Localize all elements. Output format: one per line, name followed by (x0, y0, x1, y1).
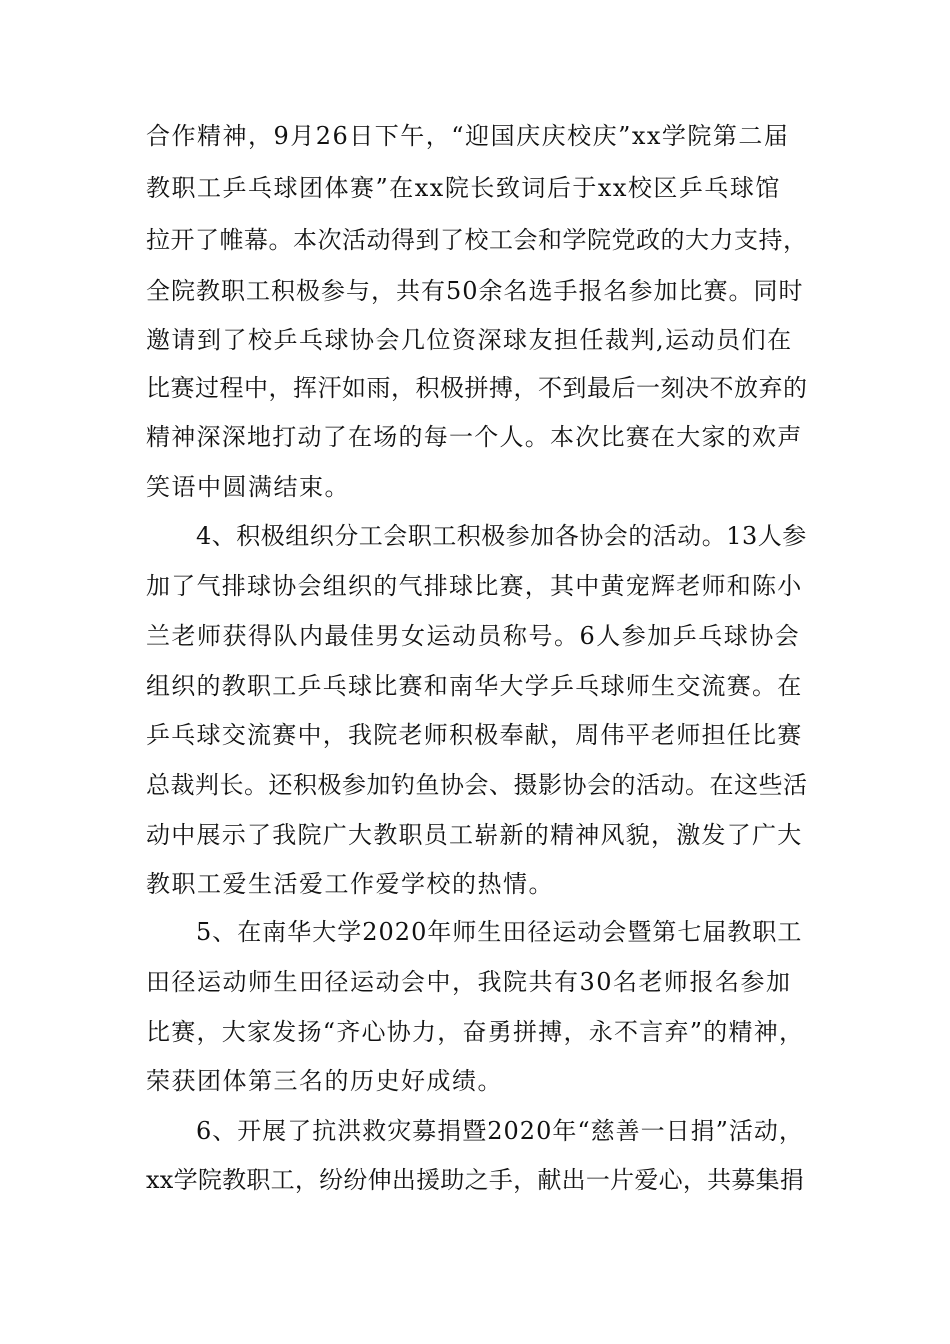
body-text-line: xx学院教职工，纷纷伸出援助之手，献出一片爱心，共募集捐 (146, 1166, 805, 1194)
body-text-line: 组织的教职工乒乓球比赛和南华大学乒乓球师生交流赛。在 (146, 672, 803, 700)
body-text-line: 拉开了帷幕。本次活动得到了校工会和学院党政的大力支持， (146, 226, 808, 254)
body-text-line: 教职工乒乓球团体赛”在xx院长致词后于xx校区乒乓球馆 (146, 174, 781, 202)
body-text-line: 乒乓球交流赛中，我院老师积极奉献，周伟平老师担任比赛 (146, 721, 803, 749)
body-text-line: 田径运动师生田径运动会中，我院共有30名老师报名参加 (146, 968, 792, 996)
body-text-line: 比赛过程中，挥汗如雨，积极拼搏，不到最后一刻决不放弃的 (146, 374, 808, 402)
paragraph-4-first-line: 4、积极组织分工会职工积极参加各协会的活动。13人参 (196, 522, 807, 550)
body-text-line: 邀请到了校乒乓球协会几位资深球友担任裁判,运动员们在 (146, 326, 793, 354)
paragraph-5-first-line: 5、在南华大学2020年师生田径运动会暨第七届教职工 (196, 918, 803, 946)
body-text-line: 全院教职工积极参与，共有50余名选手报名参加比赛。同时 (146, 277, 804, 305)
body-text-line: 精神深深地打动了在场的每一个人。本次比赛在大家的欢声 (146, 423, 803, 451)
body-text-line: 笑语中圆满结束。 (146, 473, 350, 501)
paragraph-6-first-line: 6、开展了抗洪救灾募捐暨2020年“慈善一日捐”活动， (196, 1117, 804, 1145)
body-text-line: 动中展示了我院广大教职员工崭新的精神风貌，激发了广大 (146, 821, 803, 849)
body-text-line: 合作精神，9月26日下午，“迎国庆庆校庆”xx学院第二届 (146, 122, 790, 150)
body-text-line: 总裁判长。还积极参加钓鱼协会、摄影协会的活动。在这些活 (146, 771, 808, 799)
body-text-line: 比赛，大家发扬“齐心协力，奋勇拼搏，永不言弃”的精神， (146, 1018, 805, 1046)
body-text-line: 荣获团体第三名的历史好成绩。 (146, 1067, 503, 1095)
body-text-line: 加了气排球协会组织的气排球比赛，其中黄宠辉老师和陈小 (146, 572, 803, 600)
body-text-line: 兰老师获得队内最佳男女运动员称号。6人参加乒乓球协会 (146, 622, 801, 650)
body-text-line: 教职工爱生活爱工作爱学校的热情。 (146, 870, 554, 898)
